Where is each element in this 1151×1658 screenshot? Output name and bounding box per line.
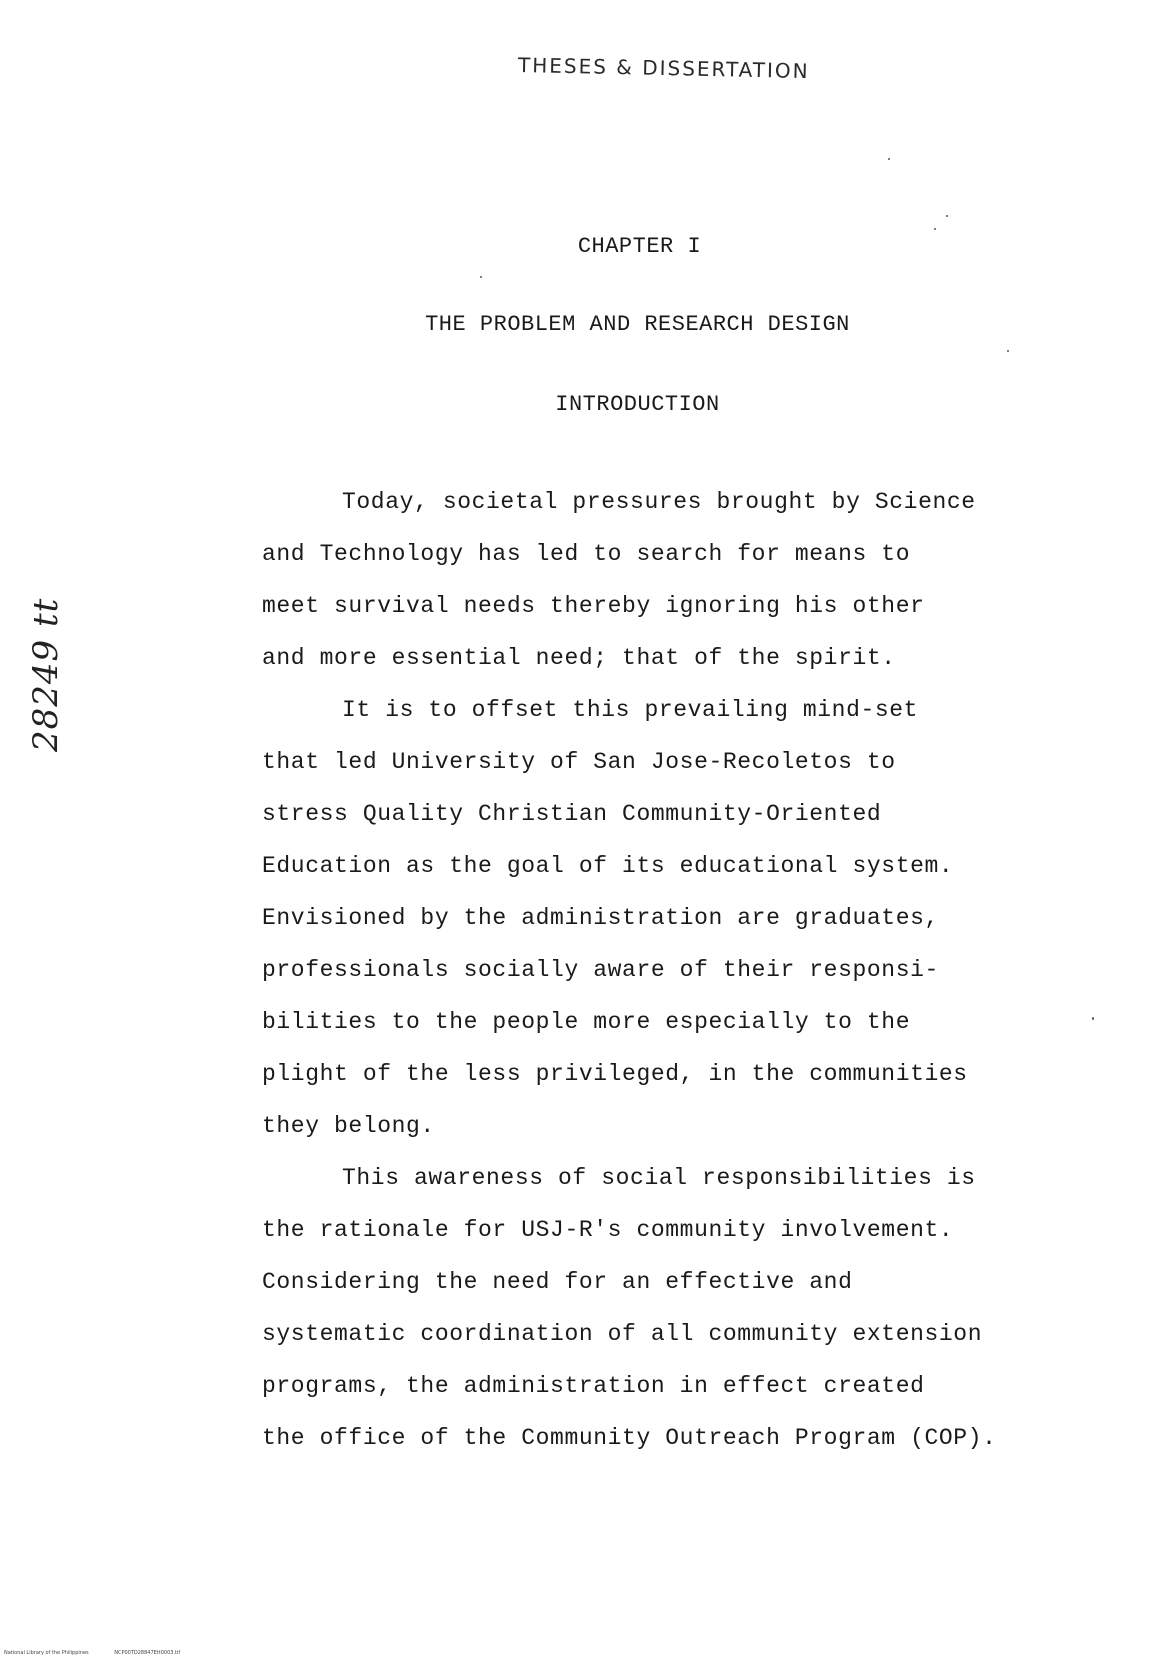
chapter-title: THE PROBLEM AND RESEARCH DESIGN bbox=[425, 312, 850, 337]
body-line: Education as the goal of its educational system. bbox=[262, 853, 954, 879]
scan-footer bbox=[4, 1650, 204, 1656]
body-line: Envisioned by the administration are graduates, bbox=[262, 905, 939, 931]
scan-speck bbox=[480, 276, 482, 278]
body-line: Today, societal pressures brought by Science bbox=[342, 489, 976, 515]
body-line: bilities to the people more especially to the bbox=[262, 1009, 911, 1035]
body-line: and Technology has led to search for means to bbox=[262, 541, 911, 567]
body-line: meet survival needs thereby ignoring his other bbox=[262, 593, 925, 619]
scan-speck bbox=[946, 215, 948, 217]
body-line: Considering the need for an effective and bbox=[262, 1269, 853, 1295]
body-line: and more essential need; that of the spirit. bbox=[262, 645, 896, 671]
section-heading: INTRODUCTION bbox=[555, 392, 720, 417]
body-line: stress Quality Christian Community-Oriented bbox=[262, 801, 882, 827]
scan-speck bbox=[934, 228, 936, 230]
body-line: they belong. bbox=[262, 1113, 435, 1139]
handwritten-accession-number: 28249 tt bbox=[26, 597, 66, 752]
body-line: This awareness of social responsibilities is bbox=[342, 1165, 976, 1191]
body-line: the rationale for USJ-R's community involvement. bbox=[262, 1217, 954, 1243]
scan-speck bbox=[1092, 1017, 1094, 1020]
scan-speck bbox=[888, 158, 890, 160]
body-line: systematic coordination of all community extension bbox=[262, 1321, 983, 1347]
body-line: plight of the less privileged, in the communities bbox=[262, 1061, 968, 1087]
body-line: programs, the administration in effect created bbox=[262, 1373, 925, 1399]
chapter-heading: CHAPTER I bbox=[577, 234, 702, 259]
scan-speck bbox=[1007, 350, 1009, 352]
footer-library: National Library of the Philippines bbox=[4, 1650, 89, 1656]
footer-file-id: NCP00TD28847Ett0003.tif bbox=[114, 1650, 181, 1656]
body-line: the office of the Community Outreach Program (COP). bbox=[262, 1425, 997, 1451]
body-line: It is to offset this prevailing mind-set bbox=[342, 697, 919, 723]
body-line: that led University of San Jose-Recoletos to bbox=[262, 749, 896, 775]
body-line: professionals socially aware of their responsi- bbox=[262, 957, 939, 983]
theses-dissertation-stamp: THESES & DISSERTATION bbox=[517, 52, 810, 84]
